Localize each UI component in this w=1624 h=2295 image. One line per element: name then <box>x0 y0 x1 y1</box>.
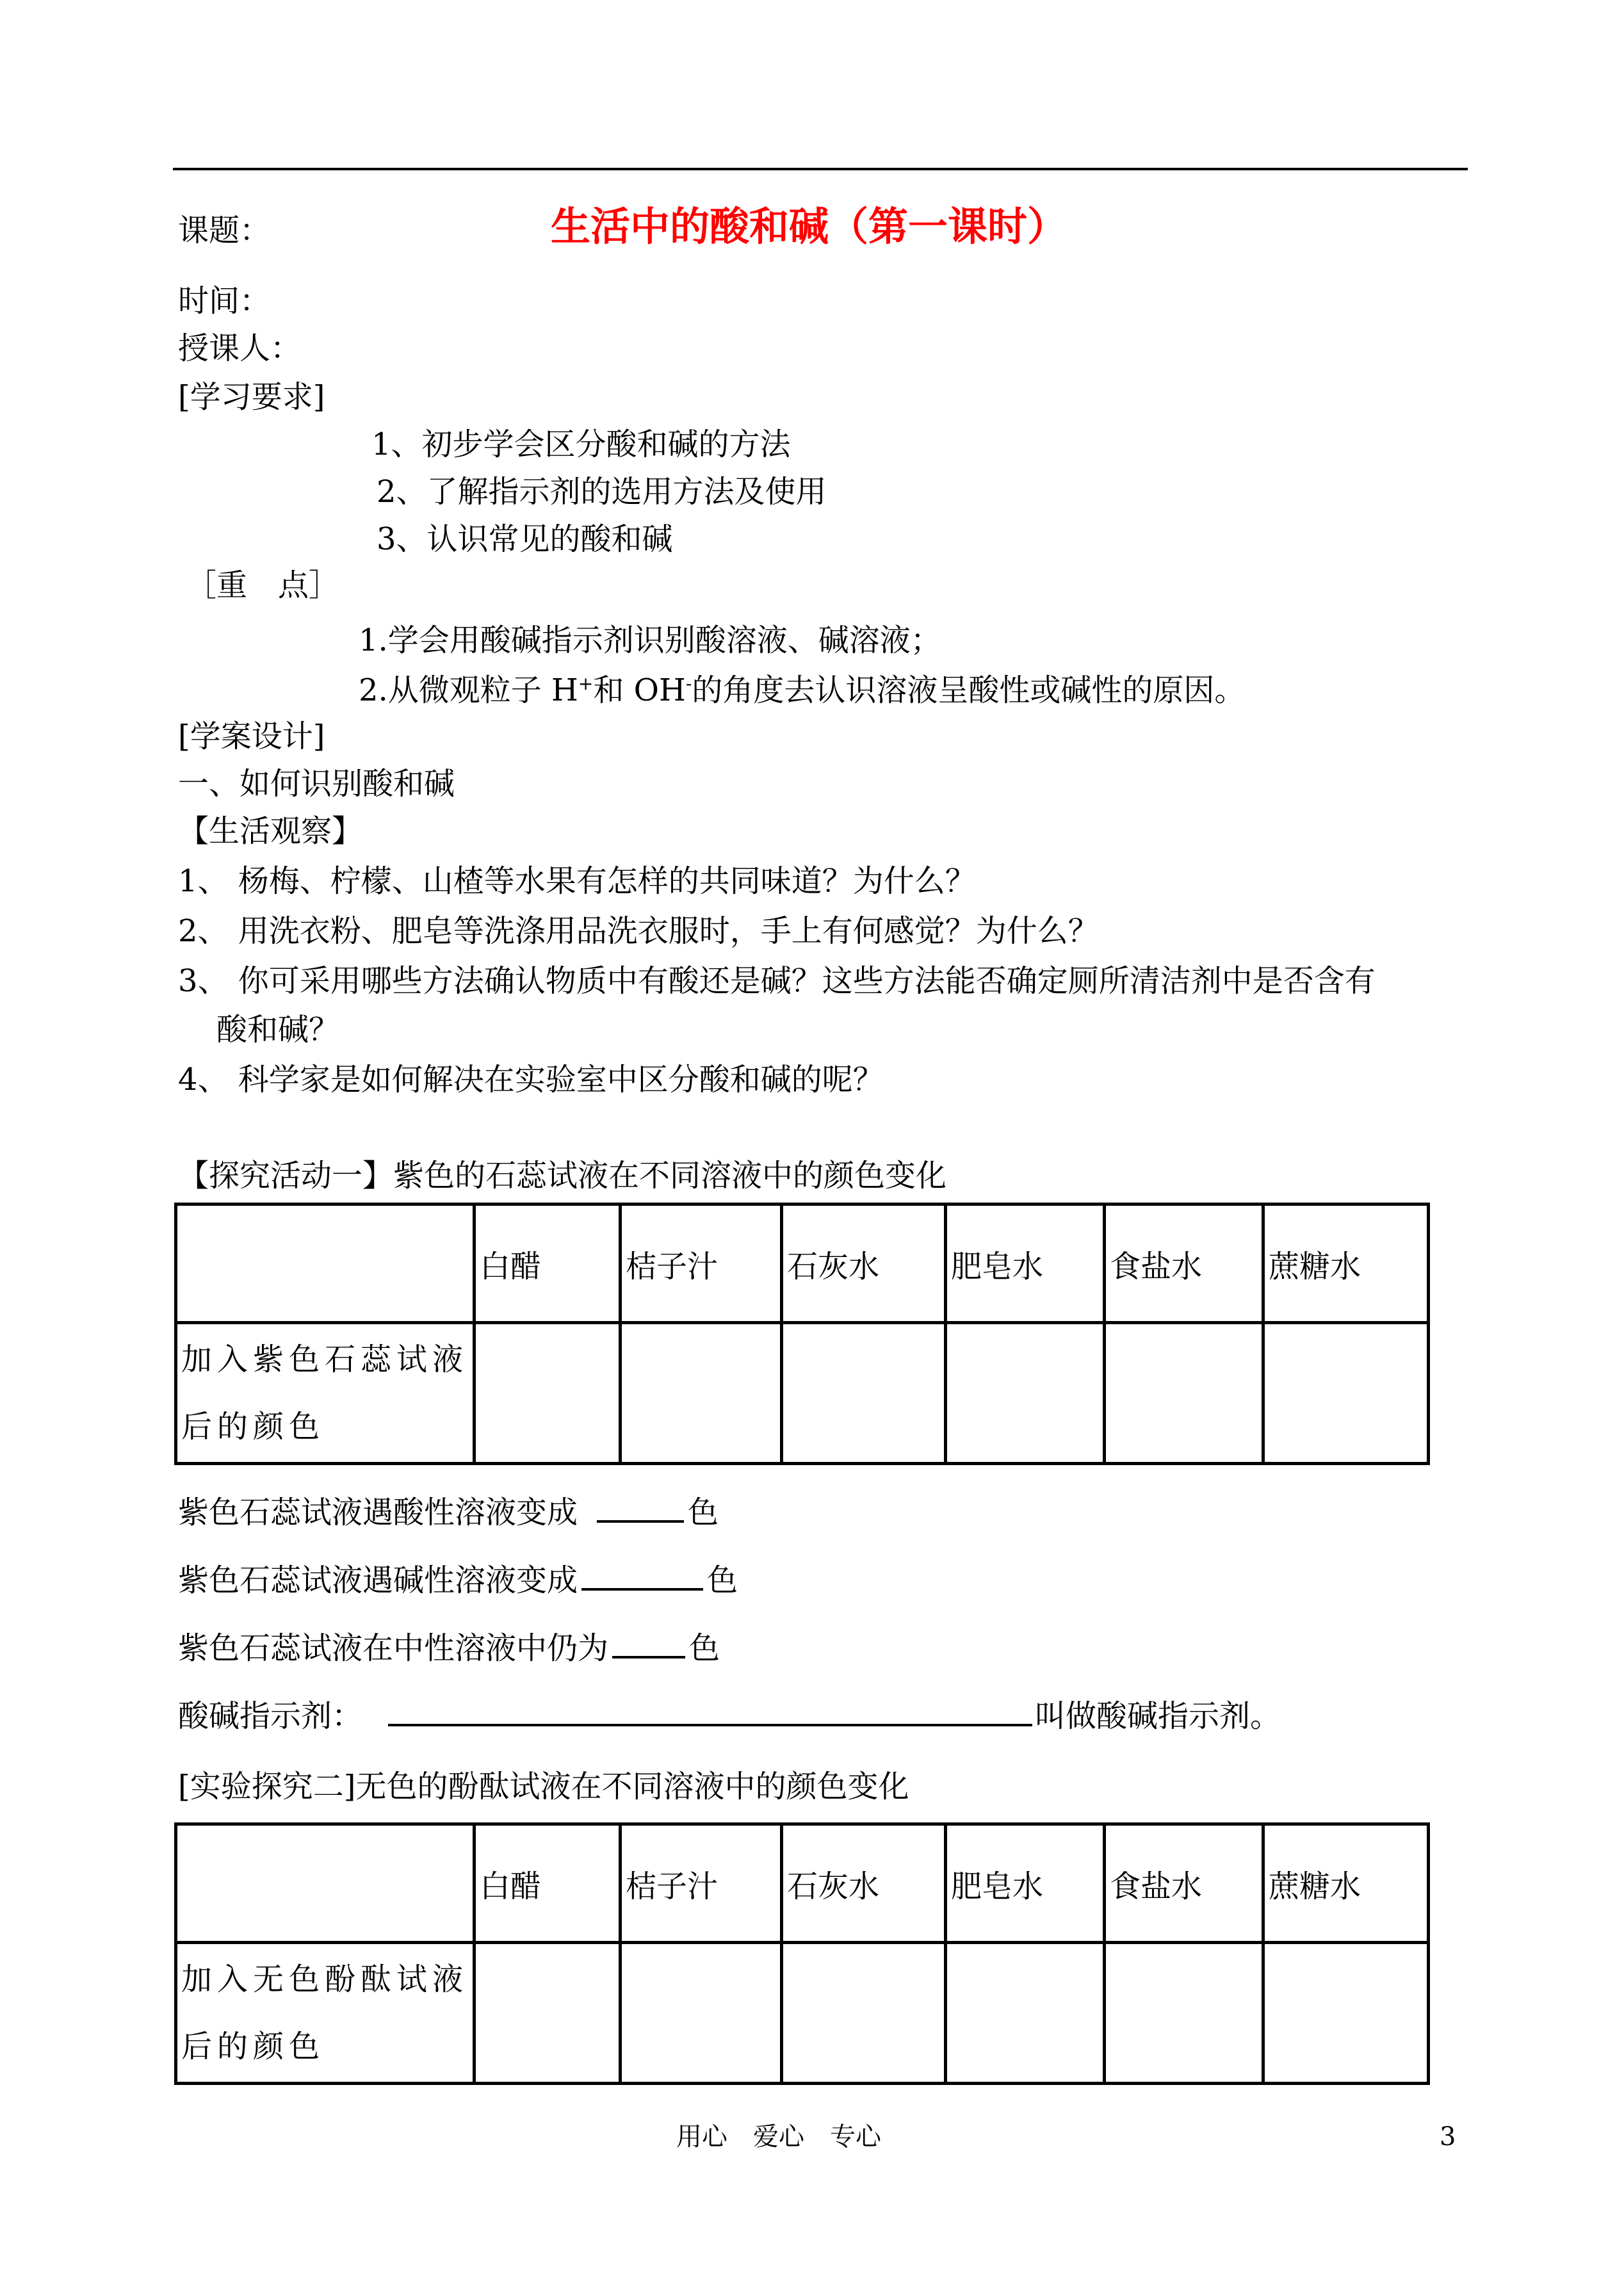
fill-text: 紫色石蕊试液遇碱性溶液变成 <box>178 1562 578 1598</box>
table-header-cell: 食盐水 <box>1105 1204 1263 1323</box>
table-header-cell: 蔗糖水 <box>1263 1204 1429 1323</box>
top-rule <box>173 168 1468 170</box>
key-points-heading: ［重 点］ <box>186 567 340 603</box>
requirement-item: 1、初步学会区分酸和碱的方法 <box>371 426 791 462</box>
table-header-cell: 肥皂水 <box>946 1204 1105 1323</box>
blank-line[interactable] <box>581 1559 703 1591</box>
table-header-cell: 桔子汁 <box>621 1824 782 1943</box>
fill-text: 色 <box>689 1630 720 1666</box>
table-header-cell: 肥皂水 <box>946 1824 1105 1943</box>
fill-text: 紫色石蕊试液遇酸性溶液变成 <box>178 1495 578 1530</box>
table-row <box>176 1323 1429 1464</box>
litmus-table <box>174 1203 1430 1465</box>
answer-cell[interactable] <box>475 1323 621 1464</box>
table-header-cell: 蔗糖水 <box>1263 1824 1429 1943</box>
answer-cell[interactable] <box>1105 1323 1263 1464</box>
row-label: 加入无色酚酞试液后的颜色 <box>176 1943 475 2084</box>
activity2-heading: [实验探究二]无色的酚酞试液在不同溶液中的颜色变化 <box>178 1769 909 1804</box>
table-header-cell: 石灰水 <box>782 1824 946 1943</box>
question-3-continued: 酸和碱？ <box>216 1012 340 1048</box>
answer-cell[interactable] <box>782 1943 946 2084</box>
page-number: 3 <box>1440 2122 1456 2152</box>
design-heading: [学案设计] <box>178 718 325 754</box>
footer-motto: 用心 爱心 专心 <box>676 2122 881 2152</box>
teacher-label: 授课人： <box>178 330 302 366</box>
answer-cell[interactable] <box>946 1943 1105 2084</box>
table-header-row <box>176 1824 1429 1943</box>
answer-cell[interactable] <box>1263 1943 1429 2084</box>
question-2: 2、 用洗衣粉、肥皂等洗涤用品洗衣服时，手上有何感觉？为什么？ <box>178 913 1099 949</box>
key-point-text: 2.从微观粒子 H <box>359 672 578 708</box>
subject-label: 课题： <box>178 213 271 248</box>
key-point-item <box>359 671 1245 710</box>
table-header-cell: 白醋 <box>475 1204 621 1323</box>
blank-line[interactable] <box>388 1694 1032 1726</box>
fill-text: 紫色石蕊试液在中性溶液中仍为 <box>178 1630 609 1666</box>
answer-cell[interactable] <box>782 1323 946 1464</box>
answer-cell[interactable] <box>475 1943 621 2084</box>
blank-line[interactable] <box>597 1491 684 1523</box>
activity1-heading: 【探究活动一】紫色的石蕊试液在不同溶液中的颜色变化 <box>178 1158 947 1194</box>
question-4: 4、 科学家是如何解决在实验室中区分酸和碱的呢？ <box>178 1062 884 1098</box>
key-point-text: 的角度去认识溶液呈酸性或碱性的原因。 <box>692 672 1246 708</box>
requirement-item: 3、认识常见的酸和碱 <box>377 521 673 557</box>
fill-text: 色 <box>707 1562 738 1598</box>
page-title: 生活中的酸和碱（第一课时） <box>551 203 1068 250</box>
table-row <box>176 1943 1429 2084</box>
table-header-cell: 白醋 <box>475 1824 621 1943</box>
answer-cell[interactable] <box>1263 1323 1429 1464</box>
fill-acid <box>178 1491 719 1532</box>
requirement-item: 2、了解指示剂的选用方法及使用 <box>377 474 827 510</box>
key-point-item: 1.学会用酸碱指示剂识别酸溶液、碱溶液； <box>359 622 941 658</box>
question-1: 1、 杨梅、柠檬、山楂等水果有怎样的共同味道？为什么？ <box>178 863 976 899</box>
fill-base <box>178 1559 738 1600</box>
question-3: 3、 你可采用哪些方法确认物质中有酸还是碱？这些方法能否确定厕所清洁剂中是否含有 <box>178 963 1376 999</box>
fill-text: 酸碱指示剂： <box>178 1698 363 1734</box>
fill-neutral <box>178 1626 720 1667</box>
requirements-heading: [学习要求] <box>178 379 325 415</box>
observe-heading: 【生活观察】 <box>178 813 363 849</box>
answer-cell[interactable] <box>1105 1943 1263 2084</box>
section-heading: 一、如何识别酸和碱 <box>178 766 455 802</box>
superscript: - <box>685 673 692 694</box>
table-header-cell: 食盐水 <box>1105 1824 1263 1943</box>
superscript: + <box>578 673 594 694</box>
fill-text: 色 <box>688 1495 719 1530</box>
key-point-text: 和 OH <box>593 672 686 708</box>
fill-text: 叫做酸碱指示剂。 <box>1035 1698 1281 1734</box>
time-label: 时间： <box>178 283 271 319</box>
table-header-cell: 石灰水 <box>782 1204 946 1323</box>
row-label: 加入紫色石蕊试液后的颜色 <box>176 1323 475 1464</box>
table-header-cell <box>176 1824 475 1943</box>
table-header-cell <box>176 1204 475 1323</box>
answer-cell[interactable] <box>946 1323 1105 1464</box>
table-header-cell: 桔子汁 <box>621 1204 782 1323</box>
table-header-row <box>176 1204 1429 1323</box>
answer-cell[interactable] <box>621 1323 782 1464</box>
phenolphthalein-table <box>174 1822 1430 2085</box>
blank-line[interactable] <box>612 1626 685 1658</box>
fill-indicator <box>178 1694 1281 1735</box>
answer-cell[interactable] <box>621 1943 782 2084</box>
